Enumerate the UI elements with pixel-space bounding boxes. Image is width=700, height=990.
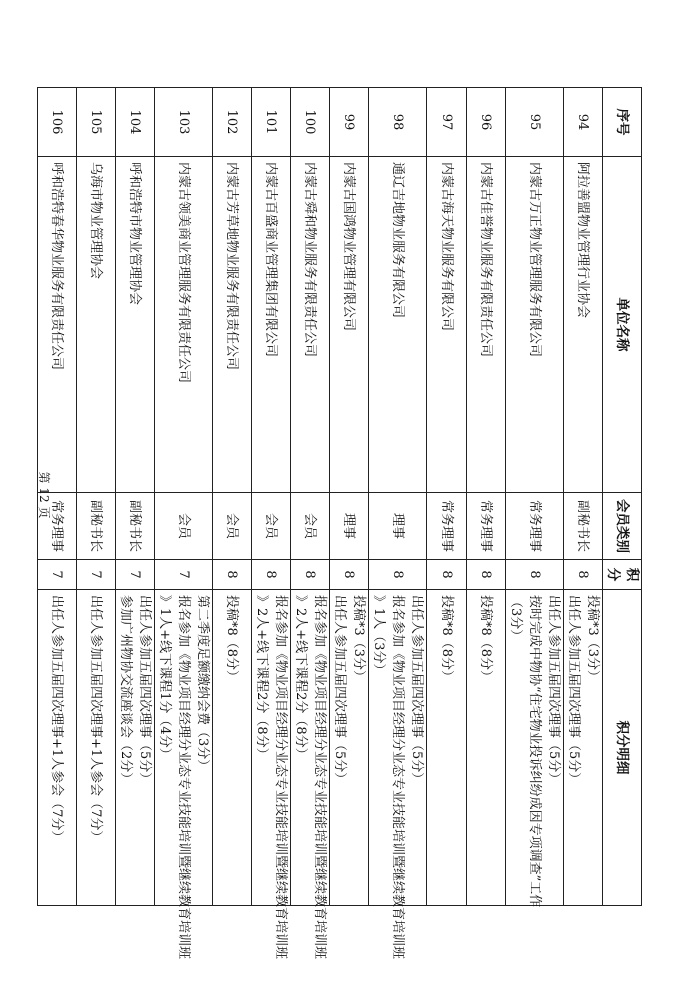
row-member-type: 会员 [155,493,213,560]
row-details [155,590,213,960]
row-index: 97 [427,88,467,157]
detail-line: 投稿*3（3分） [351,595,366,684]
row-score: 8 [330,560,369,590]
row-index: 104 [116,88,155,157]
row-index: 103 [155,88,213,157]
detail-line: 投稿*8（8分） [439,595,454,684]
row-member-type: 会员 [213,493,252,560]
detail-line: 出任人参加五届四次理事（5分） [332,595,347,786]
detail-line: 第二季度足额缴纳会费（3分） [195,595,210,773]
page-number: 第 12 页 [37,471,51,519]
row-score: 8 [506,560,564,590]
row-score: 7 [155,560,213,590]
header-index: 序号 [603,88,642,157]
row-name: 阿拉善盟物业管理行业协会 [564,157,603,493]
detail-line: 》2人+线下课程2分（8分） [254,595,269,761]
table-row [155,88,213,906]
table-row [252,88,291,906]
row-score: 8 [252,560,291,590]
row-index: 98 [369,88,427,157]
row-member-type: 副秘书长 [564,493,603,560]
row-index: 101 [252,88,291,157]
row-name: 通辽吉地物业服务有限公司 [369,157,427,493]
row-details [506,590,564,906]
row-index: 99 [330,88,369,157]
row-index: 96 [467,88,506,157]
detail-line: 出任人参加五届四次理事（5分） [137,595,152,786]
row-member-type: 副秘书长 [116,493,155,560]
row-member-type: 常务理事 [506,493,564,560]
table-row [564,88,603,906]
header-score: 积分 [603,560,642,590]
row-name: 内蒙古万正物业管理服务有限公司 [506,157,564,493]
row-index: 102 [213,88,252,157]
row-index: 94 [564,88,603,157]
detail-line: 出任人参加五届四次理事（5分） [409,595,424,786]
detail-line: 》1人+线下课程1分（4分） [157,595,172,761]
table-row [330,88,369,906]
header-row [603,88,642,906]
detail-line: 报名参加《物业项目经理分业态专业技能培训暨继续教育培训班 [390,595,405,960]
row-member-type: 常务理事 [427,493,467,560]
row-member-type: 副秘书长 [77,493,116,560]
row-index: 100 [291,88,330,157]
detail-line: 出任人参加五届四次理事+1人参会（7分） [49,595,65,844]
table-row [369,88,427,906]
table-row [467,88,506,906]
row-name: 呼和浩特市物业管理协会 [116,157,155,493]
row-score: 8 [291,560,330,590]
detail-line: （3分） [508,595,523,643]
row-details [252,590,291,960]
row-details [291,590,330,960]
detail-line: 报名参加《物业项目经理分业态专业技能培训暨继续教育培训班 [273,595,288,960]
row-name: 内蒙古百盛商业管理集团有限公司 [252,157,291,493]
row-member-type: 理事 [330,493,369,560]
row-member-type: 常务理事 [38,493,77,560]
detail-line: 》2人+线下课程2分（8分） [293,595,308,761]
row-score: 8 [564,560,603,590]
row-score: 8 [467,560,506,590]
row-member-type: 常务理事 [467,493,506,560]
row-index: 95 [506,88,564,157]
row-details [213,590,252,906]
row-member-type: 会员 [291,493,330,560]
row-name: 内蒙古佳誉物业服务有限责任公司 [467,157,506,493]
row-score: 8 [369,560,427,590]
row-score: 8 [213,560,252,590]
detail-line: 出任人参加五届四次理事（5分） [566,595,581,786]
row-score: 8 [427,560,467,590]
header-member-type: 会员类别 [603,493,642,560]
header-details: 积分明细 [603,590,642,906]
score-table [37,87,642,960]
row-score: 7 [116,560,155,590]
row-score: 7 [38,560,77,590]
detail-line: 出任人参加五届四次理事+1人参会（7分） [88,595,104,844]
detail-line: 投稿*8（8分） [478,595,494,684]
row-member-type: 理事 [369,493,427,560]
detail-line: 参加广州物协交流座谈会（2分） [118,595,133,786]
table-row [77,88,116,906]
row-details [330,590,369,906]
row-index: 106 [38,88,77,157]
detail-line: 按时完成中物协“住宅物业投诉纠纷成因专项调查”工作 [527,595,542,908]
row-details [369,590,427,960]
row-score: 7 [77,560,116,590]
row-details [427,590,467,906]
row-details [116,590,155,906]
detail-line: 投稿*3（3分） [585,595,600,684]
header-name: 单位名称 [603,157,642,493]
table-body [38,88,603,960]
table-row [506,88,564,906]
detail-line: 报名参加《物业项目经理分业态专业技能培训暨继续教育培训班 [312,595,327,960]
table-row [213,88,252,906]
row-name: 内蒙古海天物业服务有限公司 [427,157,467,493]
table-row [427,88,467,906]
row-name: 内蒙古舜和物业服务有限责任公司 [291,157,330,493]
row-details [564,590,603,906]
row-index: 105 [77,88,116,157]
table-row [291,88,330,906]
detail-line: 出任人参加五届四次理事（5分） [546,595,561,786]
detail-line: 报名参加《物业项目经理分业态专业技能培训暨继续教育培训班 [176,595,191,960]
row-name: 内蒙古芳草地物业服务有限责任公司 [213,157,252,493]
row-member-type: 会员 [252,493,291,560]
row-name: 乌海市物业管理协会 [77,157,116,493]
row-name: 呼和浩特春华物业服务有限责任公司 [38,157,77,493]
row-name: 内蒙古国鸿物业管理有限公司 [330,157,369,493]
row-details [467,590,506,906]
row-details [77,590,116,906]
row-name: 内蒙古领美商业管理服务有限责任公司 [155,157,213,493]
detail-line: 投稿*8（8分） [224,595,240,684]
table-row [116,88,155,906]
detail-line: 》1人（3分） [371,595,386,677]
